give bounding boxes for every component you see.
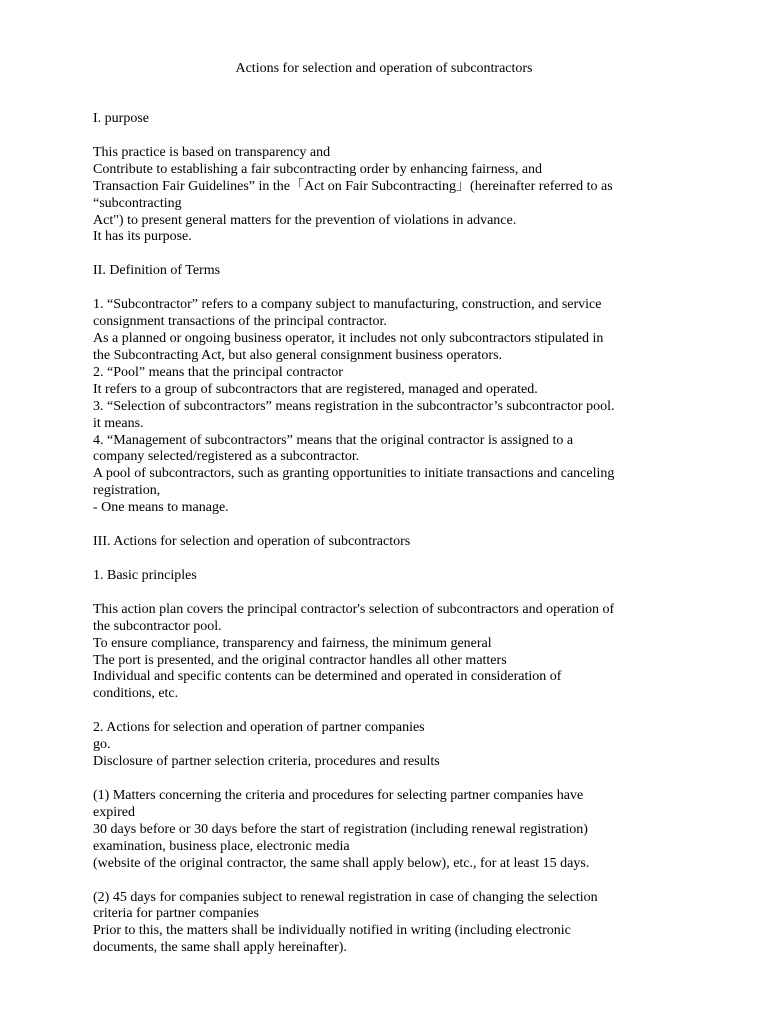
text-line: It refers to a group of subcontractors that are registered, managed and operated. — [93, 381, 538, 397]
text-line: - One means to manage. — [93, 500, 229, 516]
text-line: expired — [93, 804, 135, 820]
paragraph-gap — [93, 771, 683, 788]
paragraph-gap — [93, 128, 683, 145]
paragraph-gap — [93, 246, 683, 263]
text-line: “subcontracting — [93, 195, 182, 211]
text-line: (website of the original contractor, the same shall apply below), etc., for at least 15 days. — [93, 855, 590, 871]
text-line: III. Actions for selection and operation of subcontractors — [93, 534, 411, 550]
text-line: (1) Matters concerning the criteria and procedures for selecting partner companies have — [93, 788, 584, 803]
text-line: Individual and specific contents can be determined and operated in consideration of — [93, 669, 562, 685]
paragraph — [93, 297, 683, 517]
text-line: 1. “Subcontractor” refers to a company subject to manufacturing, construction, and service — [93, 297, 602, 313]
text-line: I. purpose — [93, 111, 149, 126]
text-line: It has its purpose. — [93, 229, 192, 245]
text-line: The port is presented, and the original contractor handles all other matters — [93, 652, 507, 668]
paragraph — [93, 534, 683, 551]
paragraph — [93, 602, 683, 703]
paragraph — [93, 568, 683, 585]
text-line: criteria for partner companies — [93, 906, 259, 922]
paragraph-gap — [93, 703, 683, 720]
text-line: This action plan covers the principal contractor's selection of subcontractors and operation of — [93, 601, 615, 617]
text-line: Act") to present general matters for the prevention of violations in advance. — [93, 212, 517, 228]
text-line: (2) 45 days for companies subject to renewal registration in case of changing the selection — [93, 889, 598, 905]
paragraph-gap — [93, 873, 683, 890]
paragraph — [93, 720, 683, 771]
text-line: 1. Basic principles — [93, 567, 197, 583]
text-line: conditions, etc. — [93, 686, 179, 702]
text-line: To ensure compliance, transparency and fairness, the minimum general — [93, 635, 492, 651]
paragraph — [93, 145, 683, 246]
text-line: examination, business place, electronic media — [93, 838, 350, 854]
text-line: documents, the same shall apply hereinafter). — [93, 940, 347, 956]
document-title: Actions for selection and operation of subcontractors — [235, 61, 533, 76]
text-line: 2. “Pool” means that the principal contractor — [93, 364, 343, 380]
text-line: II. Definition of Terms — [93, 263, 221, 279]
paragraph-gap — [93, 585, 683, 602]
paragraph-gap — [93, 517, 683, 534]
text-line: the Subcontracting Act, but also general consignment business operators. — [93, 347, 503, 363]
text-line: Disclosure of partner selection criteria, procedures and results — [93, 754, 440, 770]
document-body — [93, 111, 683, 957]
text-line: 2. Actions for selection and operation of partner companies — [93, 720, 425, 736]
text-line: it means. — [93, 415, 144, 431]
text-line: A pool of subcontractors, such as granting opportunities to initiate transactions and canceling — [93, 466, 615, 482]
text-line: As a planned or ongoing business operator, it includes not only subcontractors stipulated in — [93, 331, 604, 347]
text-line: 3. “Selection of subcontractors” means registration in the subcontractor’s subcontractor pool. — [93, 398, 615, 414]
paragraph — [93, 111, 683, 128]
text-line: consignment transactions of the principal contractor. — [93, 314, 387, 330]
text-line: Contribute to establishing a fair subcontracting order by enhancing fairness, and — [93, 161, 543, 177]
text-line: Prior to this, the matters shall be individually notified in writing (including electronic — [93, 923, 571, 939]
text-line: company selected/registered as a subcontractor. — [93, 449, 360, 465]
paragraph-gap — [93, 551, 683, 568]
text-line: registration, — [93, 483, 161, 499]
text-line: Transaction Fair Guidelines” in the「Act on Fair Subcontracting」(hereinafter referred to as — [93, 178, 613, 194]
text-line: the subcontractor pool. — [93, 618, 222, 634]
paragraph — [93, 890, 683, 958]
text-line: go. — [93, 737, 111, 753]
paragraph — [93, 263, 683, 280]
text-line: This practice is based on transparency and — [93, 144, 331, 160]
text-line: 4. “Management of subcontractors” means that the original contractor is assigned to a — [93, 432, 574, 448]
paragraph-gap — [93, 280, 683, 297]
paragraph — [93, 788, 683, 873]
text-line: 30 days before or 30 days before the start of registration (including renewal registration) — [93, 821, 588, 837]
